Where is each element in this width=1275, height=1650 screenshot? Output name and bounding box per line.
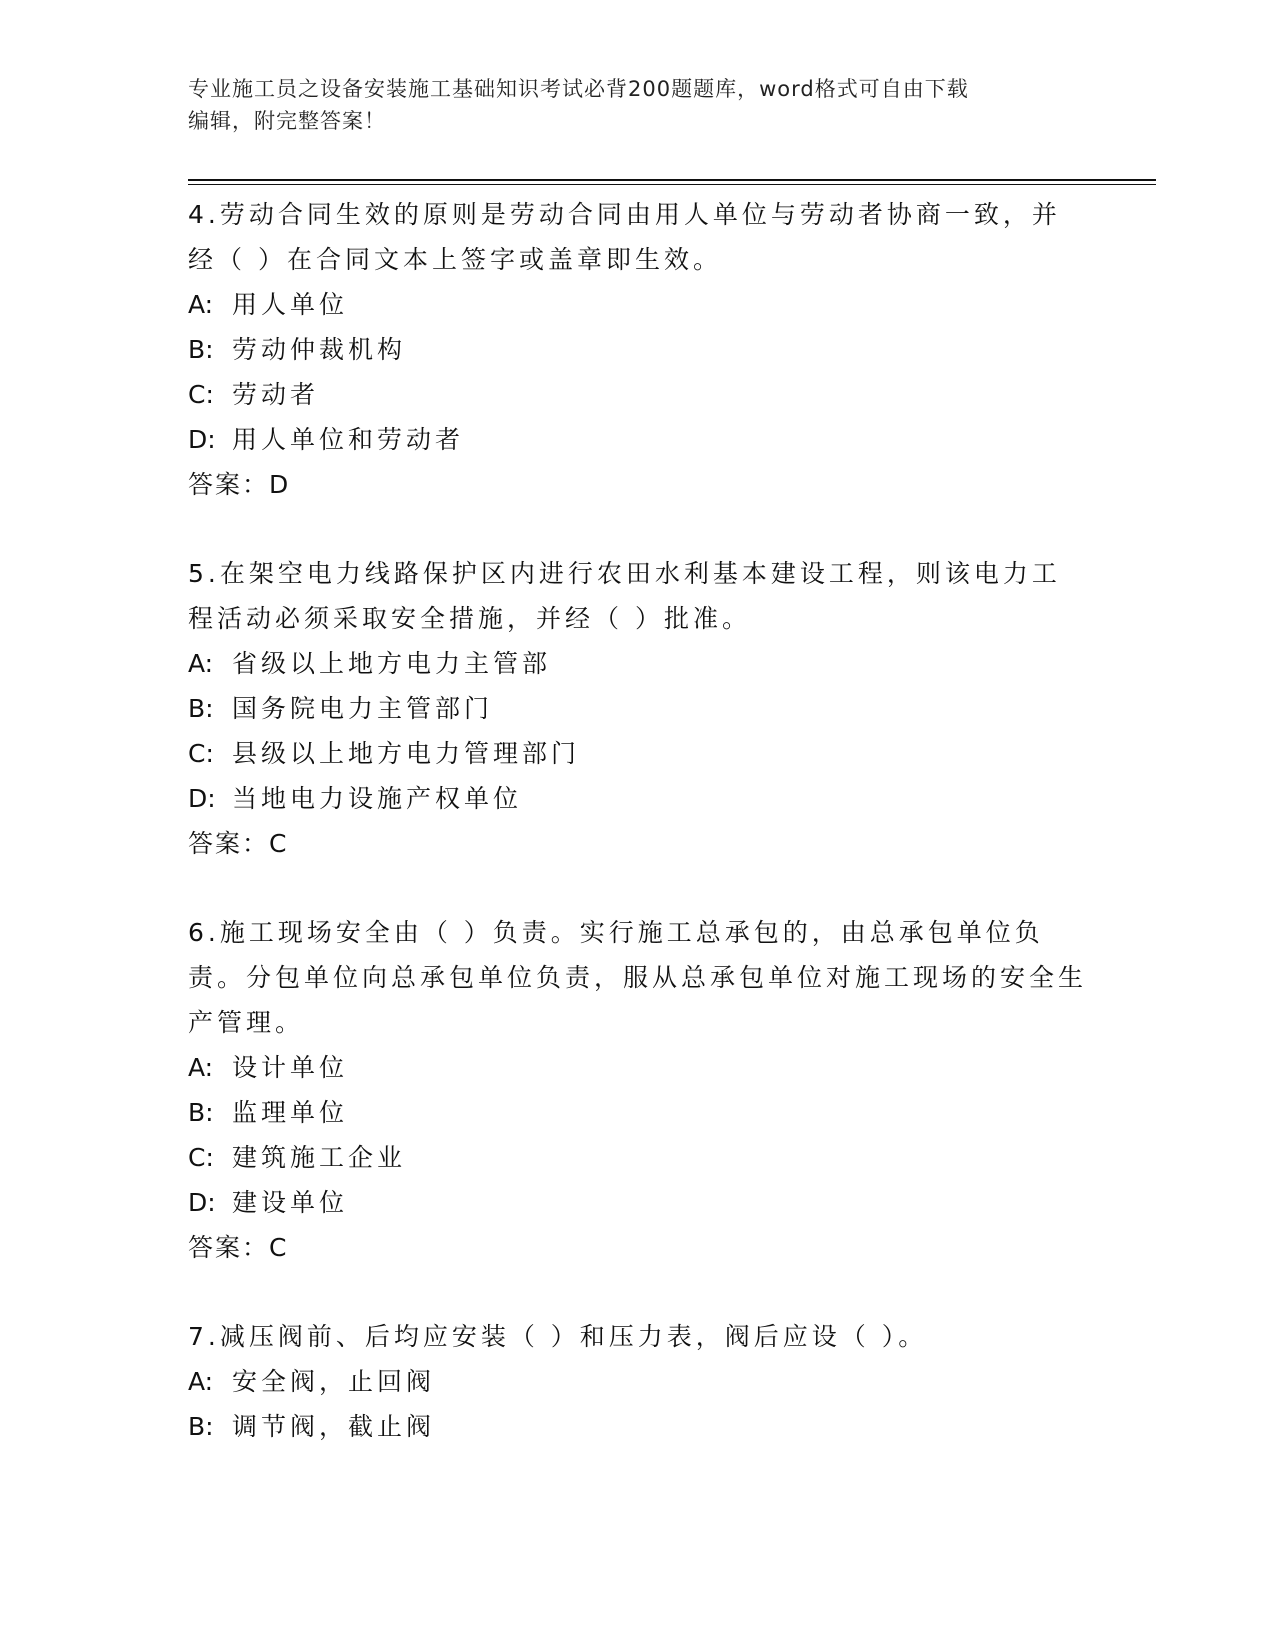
option-text: 国务院电力主管部门 [232,694,494,723]
question-5 [188,551,1088,866]
option-text: 县级以上地方电力管理部门 [232,739,581,768]
option-a [188,282,1088,327]
option-d [188,1180,1088,1225]
option-key: A: [188,290,214,319]
option-c [188,372,1088,417]
option-key: B: [188,694,214,723]
option-text: 建筑施工企业 [232,1143,407,1172]
option-text: 劳动者 [232,380,320,409]
question-7 [188,1314,1088,1449]
option-a [188,641,1088,686]
answer-line: 答案：C [188,829,289,858]
option-key: D: [188,1188,216,1217]
option-b [188,1404,1088,1449]
option-key: C: [188,380,214,409]
option-key: A: [188,1367,214,1396]
header-divider-thin [188,184,1156,185]
document-header [188,73,1088,137]
option-key: B: [188,1412,214,1441]
option-a [188,1359,1088,1404]
option-c [188,731,1088,776]
option-key: D: [188,425,216,454]
question-stem: 4.劳动合同生效的原则是劳动合同由用人单位与劳动者协商一致，并经（ ）在合同文本上签字或盖章即生效。 [188,200,1061,274]
header-divider-thick [188,179,1156,181]
option-text: 设计单位 [232,1053,349,1082]
option-text: 建设单位 [232,1188,349,1217]
option-text: 用人单位 [232,290,349,319]
option-c [188,1135,1088,1180]
option-key: C: [188,739,214,768]
question-stem: 6.施工现场安全由（ ）负责。实行施工总承包的，由总承包单位负责。分包单位向总承包单位负责，服从总承包单位对施工现场的安全生产管理。 [188,918,1088,1037]
option-text: 调节阀，截止阀 [232,1412,436,1441]
option-text: 当地电力设施产权单位 [232,784,523,813]
option-b [188,327,1088,372]
question-4 [188,192,1088,507]
option-key: A: [188,1053,214,1082]
option-key: B: [188,1098,214,1127]
option-key: C: [188,1143,214,1172]
question-stem: 7.减压阀前、后均应安装（ ）和压力表，阀后应设（ ）。 [188,1322,928,1351]
option-text: 用人单位和劳动者 [232,425,465,454]
option-key: D: [188,784,216,813]
questions-list [188,192,1088,1449]
header-line-1: 专业施工员之设备安装施工基础知识考试必背200题题库，word格式可自由下载 [188,77,969,101]
option-d [188,417,1088,462]
option-a [188,1045,1088,1090]
question-6 [188,910,1088,1270]
header-line-2: 编辑，附完整答案！ [188,109,386,133]
answer-line: 答案：C [188,1233,289,1262]
option-b [188,686,1088,731]
option-text: 安全阀，止回阀 [232,1367,436,1396]
answer-line: 答案：D [188,470,291,499]
question-stem: 5.在架空电力线路保护区内进行农田水利基本建设工程，则该电力工程活动必须采取安全措施，并经（ ）批准。 [188,559,1061,633]
option-b [188,1090,1088,1135]
option-key: B: [188,335,214,364]
option-key: A: [188,649,214,678]
option-d [188,776,1088,821]
option-text: 省级以上地方电力主管部 [232,649,552,678]
option-text: 监理单位 [232,1098,349,1127]
option-text: 劳动仲裁机构 [232,335,407,364]
